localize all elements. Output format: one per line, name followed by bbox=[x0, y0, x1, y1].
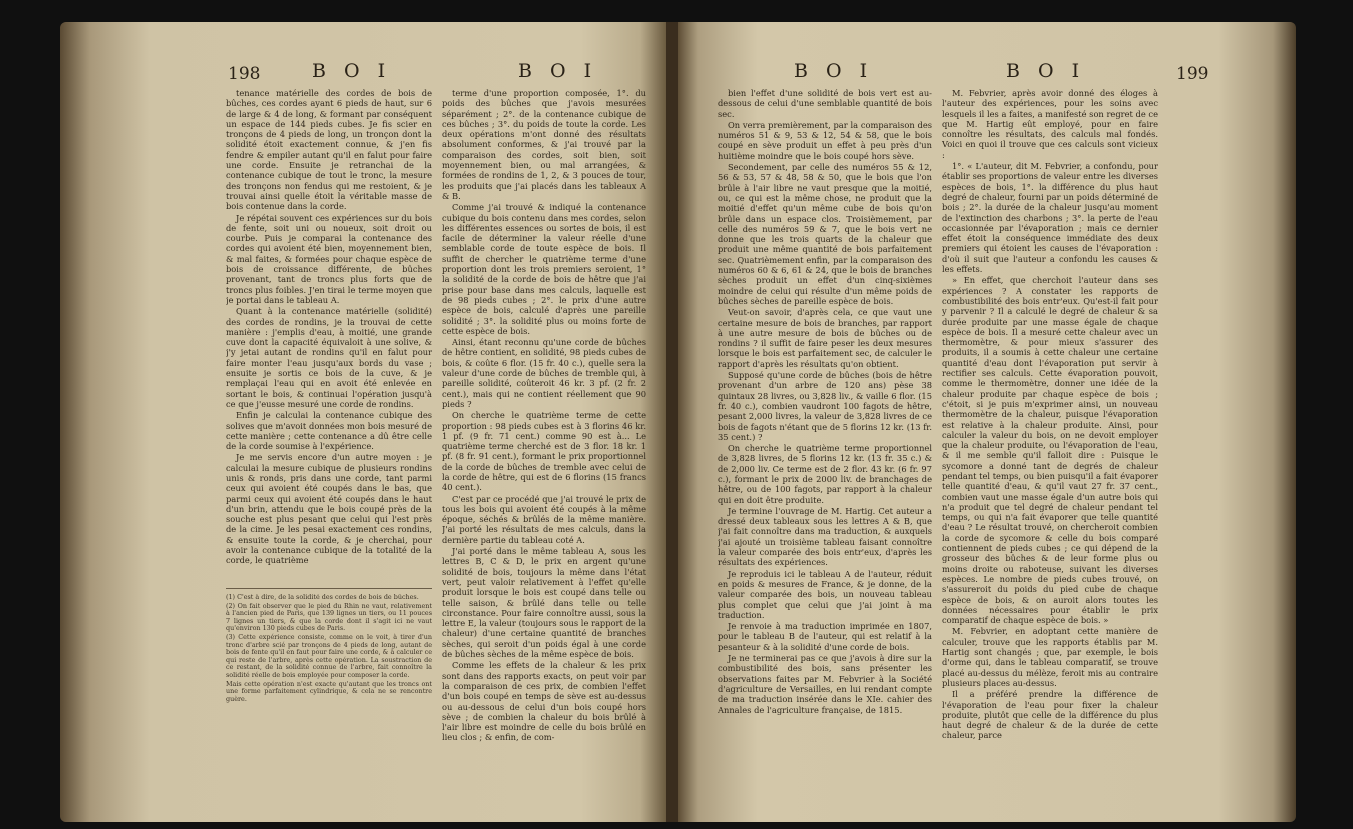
text-column-2 bbox=[442, 88, 646, 808]
paragraph: Secondement, par celle des numéros 55 & 12, 56 & 53, 57 & 48, 58 & 50, que le bois que l'on brûle à l'air libre ne vaut presque que la moitié, ou, ce qui est la même chose, ne produit que la moitié d'effet qu'un même cube de bois qu'on brûle dans un espace clos. Troisièmement, par celle des numéros 59 & 7, que le bois vert ne donne que les trois quarts de la chaleur que produit une même quantité de bois parfaitement sec. Quatrièmement enfin, par la comparaison des numéros 60 & 6, 61 & 24, que le bois de branches sèches produit un effet d'un cinq-sixièmes moindre de celui qui résulte d'un même poids de bûches sèches de pareille espèce de bois. bbox=[718, 162, 932, 306]
paragraph: Je reproduis ici le tableau A de l'auteur, réduit en poids & mesures de France, & je donne, de la valeur comparée des bois, un nouveau tableau plus complet que celui que j'ai joint à ma traduction. bbox=[718, 568, 932, 620]
paragraph: On cherche le quatrième terme de cette proportion : 98 pieds cubes est à 3 florins 46 kr. 1 pf. (9 fr. 71 cent.) comme 90 est à... Le quatrième terme cherché est de 3 flor. 18 kr. 1 pf. (8 fr. 91 cent.), formant le prix proportionnel de la corde de bûches de tremble avec celui de la corde de hêtre, qui est de 6 florins (15 francs 40 cent.). bbox=[442, 410, 646, 493]
running-header-right: B O I bbox=[1006, 60, 1086, 82]
paragraph: Il a préféré prendre la différence de l'évaporation de l'eau pour fixer la chaleur produite, plutôt que celle de la différence du plus haut degré de chaleur & de la durée de cette chaleur, parce bbox=[942, 689, 1158, 741]
paragraph: Comme j'ai trouvé & indiqué la contenance cubique du bois contenu dans mes cordes, selon les différentes essences ou sortes de bois, il est facile de déterminer la valeur réelle d'une semblable corde de toute espèce de bois. Il suffit de chercher le quatrième terme d'une proportion dont les trois premiers seroient, 1° la solidité de la corde de bois de hêtre que j'ai prise pour base dans mes calculs, laquelle est de 98 pieds cubes ; 2°. le prix d'une autre espèce de bois, calculé d'après une pareille solidité ; 3°. la solidité plus ou moins forte de cette espèce de bois. bbox=[442, 202, 646, 336]
paragraph: bien l'effet d'une solidité de bois vert est au-dessous de celui d'une semblable quantité de bois sec. bbox=[718, 88, 932, 119]
footnote: (1) C'est à dire, de la solidité des cordes de bois de bûches. bbox=[226, 594, 419, 601]
paragraph: On verra premièrement, par la comparaison des numéros 51 & 9, 53 & 12, 54 & 58, que le bois coupé en sève produit un effet à peu près d'un huitième moindre que le bois coupé hors sève. bbox=[718, 119, 932, 161]
paragraph: Je répétai souvent ces expériences sur du bois de fente, soit uni ou noueux, soit droit ou courbe. Puis je comparai la contenance des cordes qui avoient été bien, moyennement bien, & mal faites, & formées pour chaque espèce de bois de croissance différente, de bûches provenant, tant de troncs plus forts que de troncs plus foibles. J'en tirai le terme moyen que je portai dans le tableau A. bbox=[226, 212, 432, 305]
text-column-2 bbox=[942, 88, 1158, 808]
page-number: 198 bbox=[228, 64, 261, 84]
paragraph: 1°. « L'auteur, dit M. Febvrier, a confondu, pour établir ses proportions de valeur entre les diverses espèces de bois, 1°. la différence du plus haut degré de chaleur, fourni par un poids déterminé de bois ; 2°. la durée de la chaleur jusqu'au moment de l'extinction des charbons ; 3°. la perte de l'eau occasionnée par l'évaporation ; mais ce dernier effet étoit la conséquence immédiate des deux premiers qui étoient les causes de l'évaporation : d'où il suit que l'auteur a confondu les causes & les effets. bbox=[942, 161, 1158, 275]
paragraph: J'ai porté dans le même tableau A, sous les lettres B, C & D, le prix en argent qu'une solidité de bois, toujours la même dans l'état vert, peut valoir relativement à l'effet qu'elle produit lorsque le bois est coupé dans telle ou telle saison, & brûlé dans telle ou telle circonstance. Pour faire connoître aussi, sous la lettre E, la valeur (toujours sous le rapport de la chaleur) d'une certaine quantité de branches sèches, qui seroit d'un poids égal à une corde de bûches sèches de la même espèce de bois. bbox=[442, 546, 646, 660]
paragraph: Je renvoie à ma traduction imprimée en 1807, pour le tableau B de l'auteur, qui est relatif à la pesanteur & à la solidité d'une corde de bois. bbox=[718, 621, 932, 652]
paragraph: terme d'une proportion composée, 1°. du poids des bûches que j'avois mesurées séparément ; 2°. de la contenance cubique de ces bûches ; 3°. du poids de toute la corde. Les deux opérations m'ont donné des résultats absolument conformes, & j'ai trouvé par la comparaison des cordes, soit bien, soit moyennement bien, ou mal arrangées, & formées de rondins de 1, 2, & 3 pouces de tour, les produits que j'ai placés dans les tableaux A & B. bbox=[442, 88, 646, 201]
paragraph: M. Febvrier, en adoptant cette manière de calculer, trouve que les rapports établis par M. Hartig sont changés ; que, par exemple, le bois d'orme qui, dans le tableau comparatif, se trouve placé au-dessus du mélèze, feroit mis au contraire plusieurs places au-dessus. bbox=[942, 626, 1158, 688]
text-column-1 bbox=[718, 88, 932, 808]
paragraph: Supposé qu'une corde de bûches (bois de hêtre provenant d'un arbre de 120 ans) pèse 38 quintaux 28 livres, ou 3,828 liv., & vaille 6 flor. (15 fr. 40 c.), combien vaudront 100 fagots de hêtre, pesant 2,000 livres, la valeur de 3,828 livres de ce bois de fagots n'étant que de 5 florins 12 kr. (13 fr. 35 cent.) ? bbox=[718, 370, 932, 442]
right-page bbox=[678, 22, 1296, 822]
book-gutter bbox=[666, 22, 678, 822]
text-column-1 bbox=[226, 88, 432, 578]
footnote: Mais cette opération n'est exacte qu'autant que les troncs ont une forme parfaitement cylindrique, & cela ne se rencontre guère. bbox=[226, 679, 432, 703]
paragraph: Enfin je calculai la contenance cubique des solives que m'avoit données mon bois mesuré de cette manière ; cette contenance a dû être celle de la corde soumise à l'expérience. bbox=[226, 410, 432, 452]
page-number: 199 bbox=[1176, 64, 1209, 84]
footnote-rule bbox=[226, 588, 432, 589]
footnote: (3) Cette expérience consiste, comme on le voit, à tirer d'un tronc d'arbre scié par tronçons de 4 pieds de long, autant de bois de fente qu'il en faut pour faire une corde, & à calculer ce qui reste de l'arbre, après cette opération. La soustraction de ce restant, de la solidité connue de l'arbre, fait connoître la solidité réelle de bois employée pour composer la corde. bbox=[226, 632, 432, 679]
paragraph: M. Febvrier, après avoir donné des éloges à l'auteur des expériences, pour les soins avec lesquels il les a faites, a manifesté son regret de ce que M. Hartig eût employé, pour en faire connoître les résultats, des calculs mal fondés. Voici en quoi il trouve que ces calculs sont vicieux : bbox=[942, 88, 1158, 160]
left-page bbox=[60, 22, 666, 822]
paragraph: C'est par ce procédé que j'ai trouvé le prix de tous les bois qui avoient été coupés à la même époque, séchés & brûlés de la même manière. J'ai porté les résultats de mes calculs, dans la dernière partie du tableau coté A. bbox=[442, 493, 646, 545]
paragraph: Comme les effets de la chaleur & les prix sont dans des rapports exacts, on peut voir par la comparaison de ces prix, de combien l'effet d'un bois coupé en temps de sève est au-dessus ou au-dessous de celui d'un bois coupé hors sève ; de combien la chaleur du bois brûlé à l'air libre est moindre de celle du bois brûlé en lieu clos ; & enfin, de com- bbox=[442, 660, 646, 743]
footnotes bbox=[226, 594, 432, 794]
paragraph: tenance matérielle des cordes de bois de bûches, ces cordes ayant 6 pieds de haut, sur 6 de large & 4 de long, & formant par conséquent un espace de 144 pieds cubes. Je fis scier en tronçons de 4 pieds de long, un tronçon dont la solidité étoit exactement connue, & j'en fis fendre & empiler autant qu'il en falut pour faire une corde. Ensuite je retranchai de la contenance cubique de tout le tronc, la mesure des tronçons non fendus qui me restoient, & je trouvai ainsi quelle étoit la véritable masse de bois contenue dans la corde. bbox=[226, 88, 432, 212]
paragraph: Quant à la contenance matérielle (solidité) des cordes de rondins, je la trouvai de cette manière : j'emplis d'eau, à moitié, une grande cuve dont la capacité équivaloit à une solive, & j'y jetai autant de rondins qu'il en falut pour faire monter l'eau jusqu'aux bords du vase ; ensuite je sortis ce bois de la cuve, & je remplaçai l'eau qui en avoit été enlevée en sortant le bois, & continuai l'opération jusqu'à ce que j'eusse mesuré une corde de rondins. bbox=[226, 306, 432, 409]
running-header-right: B O I bbox=[518, 60, 598, 82]
footnote: (2) On fait observer que le pied du Rhin ne vaut, relativement à l'ancien pied de Paris, que 139 lignes un tiers, ou 11 pouces 7 lignes un tiers, & que la corde dont il s'agit ici ne vaut qu'environ 130 pieds cubes de Paris. bbox=[226, 601, 432, 633]
running-header: B O I bbox=[312, 60, 392, 82]
running-header: B O I bbox=[794, 60, 874, 82]
paragraph: On cherche le quatrième terme proportionnel de 3,828 livres, de 5 florins 12 kr. (13 fr. 35 c.) & de 2,000 liv. Ce terme est de 2 flor. 43 kr. (6 fr. 97 c.), formant le prix de 2000 liv. de branchages de hêtre, ou de 100 fagots, par rapport à la chaleur qui en doit être produite. bbox=[718, 443, 932, 505]
book-spread bbox=[60, 22, 1296, 822]
paragraph: Ainsi, étant reconnu qu'une corde de bûches de hêtre contient, en solidité, 98 pieds cubes de bois, & coûte 6 flor. (15 fr. 40 c.), quelle sera la valeur d'une corde de bûches de tremble qui, à pareille solidité, coûteroit 46 kr. 3 pf. (2 fr. 2 cent.), mais qui ne contient réellement que 90 pieds ? bbox=[442, 337, 646, 409]
paragraph: Je termine l'ouvrage de M. Hartig. Cet auteur a dressé deux tableaux sous les lettres A & B, que j'ai fait connoître dans ma traduction, & auxquels j'ai ajouté un troisième tableau faisant connoître la valeur comparée des bois entr'eux, d'après les résultats des expériences. bbox=[718, 505, 932, 568]
paragraph: Veut-on savoir, d'après cela, ce que vaut une certaine mesure de bois de branches, par rapport à une autre mesure de bois de bûches ou de rondins ? il suffit de faire peser les deux mesures lorsque le bois est parfaitement sec, de calculer le rapport d'après les résultats qu'on obtient. bbox=[718, 307, 932, 369]
paragraph: » En effet, que cherchoit l'auteur dans ses expériences ? A constater les rapports de combustibilité des bois entr'eux. Qu'est-il fait pour y parvenir ? Il a calculé le degré de chaleur & sa durée produite par une masse égale de chaque espèce de bois. Il a mesuré cette chaleur avec un thermomètre, & pour mieux s'assurer des produits, il a soumis à cette chaleur une certaine quantité d'eau dont l'évaporation put servir à rectifier ses calculs. Cette évaporation pouvoit, comme le thermomètre, donner une idée de la chaleur produite par chaque espèce de bois ; c'étoit, si je puis m'exprimer ainsi, un nouveau thermomètre de la chaleur, puisque l'évaporation est relative à la chaleur produite. Ainsi, pour calculer la valeur du bois, on ne devoit employer que la chaleur produite, ou l'évaporation de l'eau, & il me semble qu'il falloit dire : Puisque le sycomore a donné tant de degrés de chaleur pendant tel temps, ou bien puisqu'il a fait évaporer telle quantité d'eau, & qu'il vaut 27 fr. 37 cent., combien vaut une masse égale d'un autre bois qui n'a produit que tel degré de chaleur pendant tel temps, ou qui n'a fait évaporer que telle quantité d'eau ? Le résultat trouvé, on chercheroit combien la corde de sycomore & celle du bois comparé contiennent de pieds cubes ; ce qui dépend de la grosseur des bûches & de leur forme plus ou moins droite ou raboteuse, suivant les diverses espèces. Le nombre de pieds cubes trouvé, on s'assureroit du poids du pied cube de chaque espèce de bois, & on auroit alors toutes les données nécessaires pour établir le prix comparatif de chaque espèce de bois. » bbox=[942, 275, 1158, 626]
paragraph: Je me servis encore d'un autre moyen : je calculai la mesure cubique de plusieurs rondins unis & ronds, pris dans une corde, tant parmi ceux qui avoient été coupés dans le bas, que parmi ceux qui avoient été coupés dans le haut d'un brin, attendu que le bois coupé près de la souche est plus pesant que celui qui l'est près de la cime. Je les pesai exactement ces rondins, & ensuite toute la corde, & je cherchai, pour avoir la contenance cubique de la totalité de la corde, le quatrième bbox=[226, 452, 432, 566]
paragraph: Je ne terminerai pas ce que j'avois à dire sur la combustibilité des bois, sans présenter les observations faites par M. Febvrier à la Société d'agriculture de Versailles, en lui rendant compte de ma traduction insérée dans le XIe. cahier des Annales de l'agriculture française, de 1815. bbox=[718, 653, 932, 715]
